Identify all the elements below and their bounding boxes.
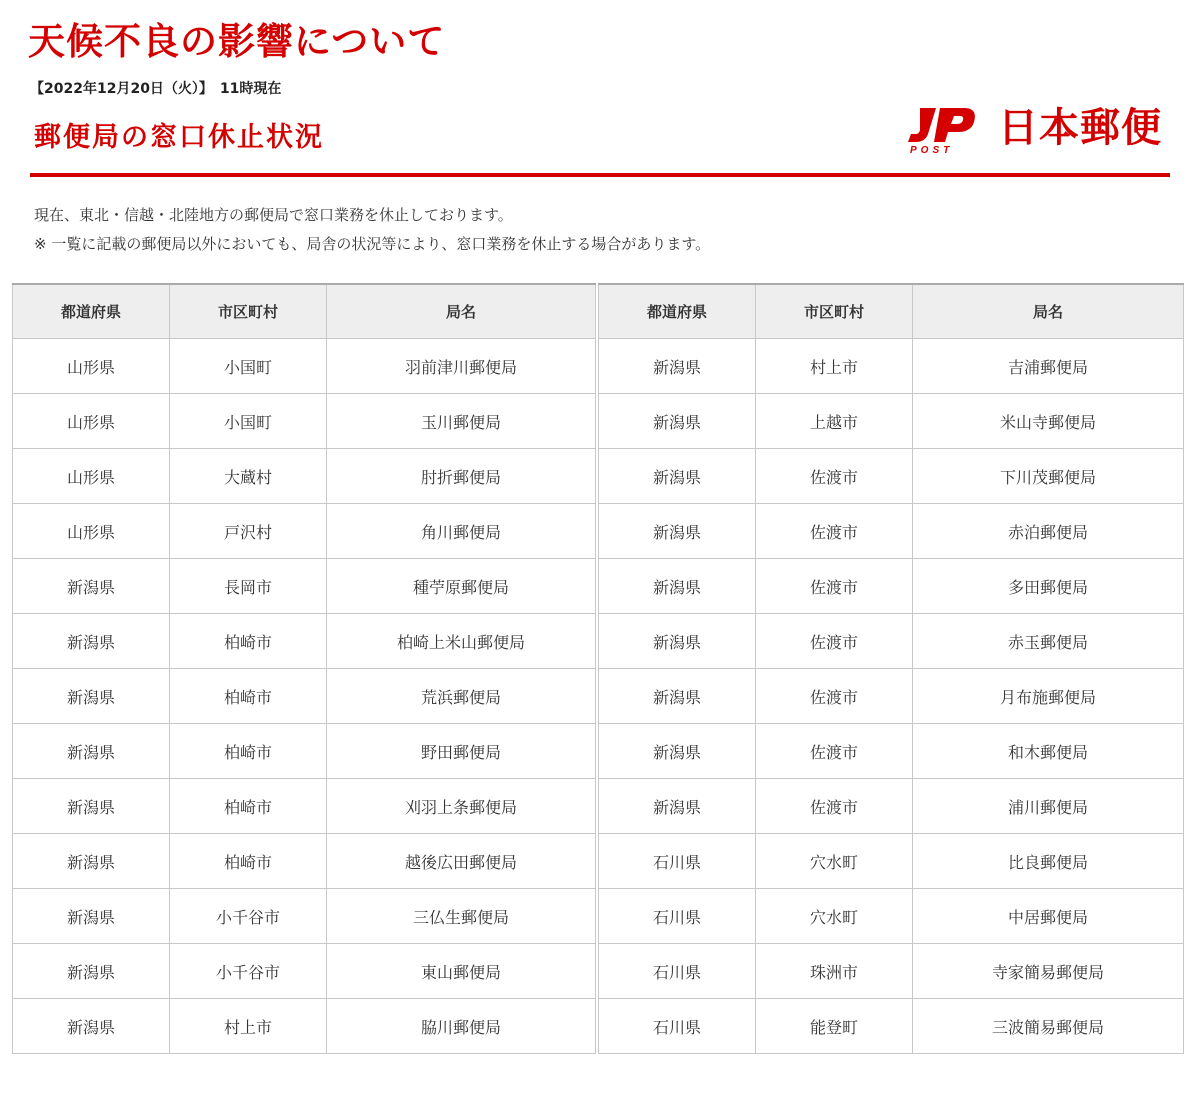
table-row [13, 779, 596, 834]
cell-prefecture: 新潟県 [599, 614, 756, 669]
table-row [13, 339, 596, 394]
table-row [599, 669, 1184, 724]
cell-office-name: 三波簡易郵便局 [913, 999, 1184, 1054]
cell-municipality: 佐渡市 [756, 669, 913, 724]
cell-prefecture: 新潟県 [599, 339, 756, 394]
cell-prefecture: 新潟県 [599, 779, 756, 834]
notice-line-2: ※ 一覧に記載の郵便局以外においても、局舎の状況等により、窓口業務を休止する場合があります。 [34, 235, 711, 253]
cell-office-name: 脇川郵便局 [327, 999, 596, 1054]
cell-prefecture: 石川県 [599, 944, 756, 999]
cell-prefecture: 新潟県 [13, 559, 170, 614]
cell-prefecture: 新潟県 [599, 669, 756, 724]
cell-prefecture: 新潟県 [13, 889, 170, 944]
cell-municipality: 穴水町 [756, 889, 913, 944]
date-line: 【2022年12月20日（火）】 11時現在 [30, 81, 282, 97]
table-row [599, 834, 1184, 889]
cell-office-name: 比良郵便局 [913, 834, 1184, 889]
cell-municipality: 柏崎市 [170, 779, 327, 834]
logo-name: 日本郵便 [998, 105, 1162, 151]
table-row [13, 559, 596, 614]
header-office-name: 局名 [327, 284, 596, 339]
cell-municipality: 大蔵村 [170, 449, 327, 504]
page-title: 天候不良の影響について [28, 20, 446, 63]
table-row [13, 724, 596, 779]
cell-municipality: 小国町 [170, 394, 327, 449]
cell-municipality: 佐渡市 [756, 724, 913, 779]
table-row [599, 999, 1184, 1054]
cell-office-name: 三仏生郵便局 [327, 889, 596, 944]
notice-line-1: 現在、東北・信越・北陸地方の郵便局で窓口業務を休止しております。 [34, 206, 513, 224]
table-row [13, 944, 596, 999]
table-header-row [13, 284, 596, 339]
cell-prefecture: 新潟県 [13, 944, 170, 999]
cell-office-name: 寺家簡易郵便局 [913, 944, 1184, 999]
cell-office-name: 羽前津川郵便局 [327, 339, 596, 394]
cell-municipality: 柏崎市 [170, 834, 327, 889]
header-municipality: 市区町村 [756, 284, 913, 339]
logo-post-text: POST [910, 145, 954, 154]
office-table-left [12, 283, 596, 1054]
table-row [599, 394, 1184, 449]
cell-municipality: 柏崎市 [170, 614, 327, 669]
cell-prefecture: 石川県 [599, 999, 756, 1054]
cell-office-name: 荒浜郵便局 [327, 669, 596, 724]
cell-prefecture: 新潟県 [13, 724, 170, 779]
cell-municipality: 佐渡市 [756, 504, 913, 559]
notice [34, 201, 710, 259]
header-prefecture: 都道府県 [13, 284, 170, 339]
cell-office-name: 柏崎上米山郵便局 [327, 614, 596, 669]
table-row [599, 504, 1184, 559]
cell-prefecture: 山形県 [13, 339, 170, 394]
jp-post-logo-icon [906, 104, 982, 154]
table-row [13, 449, 596, 504]
table-header-row [599, 284, 1184, 339]
cell-municipality: 戸沢村 [170, 504, 327, 559]
cell-office-name: 中居郵便局 [913, 889, 1184, 944]
cell-prefecture: 山形県 [13, 394, 170, 449]
cell-municipality: 上越市 [756, 394, 913, 449]
cell-office-name: 下川茂郵便局 [913, 449, 1184, 504]
cell-prefecture: 新潟県 [599, 449, 756, 504]
cell-prefecture: 新潟県 [13, 834, 170, 889]
cell-municipality: 小千谷市 [170, 889, 327, 944]
cell-municipality: 佐渡市 [756, 614, 913, 669]
table-row [599, 559, 1184, 614]
cell-prefecture: 石川県 [599, 889, 756, 944]
cell-prefecture: 新潟県 [13, 999, 170, 1054]
header-prefecture: 都道府県 [599, 284, 756, 339]
cell-office-name: 角川郵便局 [327, 504, 596, 559]
header-office-name: 局名 [913, 284, 1184, 339]
table-row [13, 394, 596, 449]
cell-office-name: 和木郵便局 [913, 724, 1184, 779]
cell-office-name: 米山寺郵便局 [913, 394, 1184, 449]
cell-prefecture: 新潟県 [13, 669, 170, 724]
cell-prefecture: 新潟県 [599, 559, 756, 614]
table-row [13, 834, 596, 889]
cell-prefecture: 山形県 [13, 449, 170, 504]
cell-municipality: 佐渡市 [756, 449, 913, 504]
cell-office-name: 種苧原郵便局 [327, 559, 596, 614]
table-row [599, 339, 1184, 394]
table-row [13, 889, 596, 944]
cell-office-name: 赤泊郵便局 [913, 504, 1184, 559]
cell-municipality: 穴水町 [756, 834, 913, 889]
cell-prefecture: 新潟県 [13, 614, 170, 669]
cell-office-name: 刈羽上条郵便局 [327, 779, 596, 834]
cell-municipality: 能登町 [756, 999, 913, 1054]
office-table-right [598, 283, 1184, 1054]
header-municipality: 市区町村 [170, 284, 327, 339]
cell-prefecture: 新潟県 [599, 724, 756, 779]
table-row [13, 504, 596, 559]
cell-office-name: 肘折郵便局 [327, 449, 596, 504]
cell-municipality: 村上市 [170, 999, 327, 1054]
cell-office-name: 野田郵便局 [327, 724, 596, 779]
table-row [599, 724, 1184, 779]
section-title: 郵便局の窓口休止状況 [34, 122, 324, 153]
header-divider [30, 173, 1170, 177]
cell-municipality: 長岡市 [170, 559, 327, 614]
cell-office-name: 玉川郵便局 [327, 394, 596, 449]
cell-office-name: 月布施郵便局 [913, 669, 1184, 724]
cell-office-name: 赤玉郵便局 [913, 614, 1184, 669]
table-row [13, 999, 596, 1054]
cell-municipality: 柏崎市 [170, 669, 327, 724]
cell-office-name: 多田郵便局 [913, 559, 1184, 614]
cell-municipality: 柏崎市 [170, 724, 327, 779]
cell-prefecture: 山形県 [13, 504, 170, 559]
cell-office-name: 越後広田郵便局 [327, 834, 596, 889]
table-row [13, 614, 596, 669]
table-row [599, 944, 1184, 999]
cell-prefecture: 新潟県 [599, 504, 756, 559]
table-row [599, 614, 1184, 669]
table-row [599, 779, 1184, 834]
cell-municipality: 村上市 [756, 339, 913, 394]
cell-office-name: 浦川郵便局 [913, 779, 1184, 834]
table-row [599, 449, 1184, 504]
cell-office-name: 東山郵便局 [327, 944, 596, 999]
cell-municipality: 佐渡市 [756, 779, 913, 834]
table-row [599, 889, 1184, 944]
cell-municipality: 珠洲市 [756, 944, 913, 999]
table-row [13, 669, 596, 724]
cell-municipality: 小国町 [170, 339, 327, 394]
cell-office-name: 吉浦郵便局 [913, 339, 1184, 394]
cell-municipality: 佐渡市 [756, 559, 913, 614]
cell-municipality: 小千谷市 [170, 944, 327, 999]
cell-prefecture: 新潟県 [599, 394, 756, 449]
cell-prefecture: 石川県 [599, 834, 756, 889]
japan-post-logo [906, 104, 1166, 158]
cell-prefecture: 新潟県 [13, 779, 170, 834]
